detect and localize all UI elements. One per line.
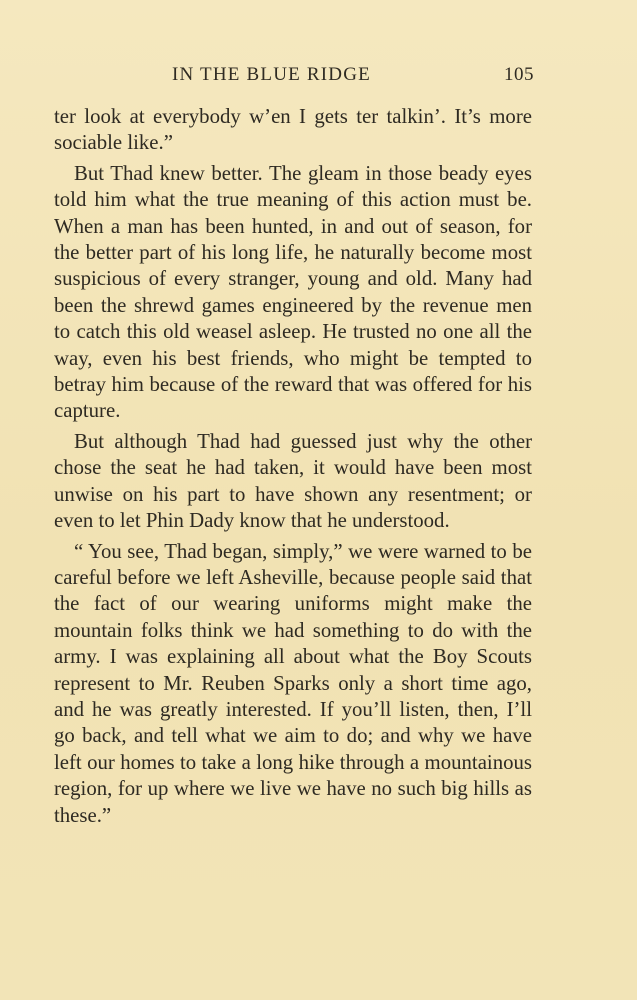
- running-title: IN THE BLUE RIDGE: [172, 64, 371, 85]
- paragraph: “ You see, Thad began, simply,” we were warned to be careful before we left Asheville, because people said that the fact of our wearing uniforms might make the mountain folks think we had something to do with the army. I was explaining all about what the Boy Scouts represent to Mr. Reuben Sparks only a short time ago, and he was greatly interested. If you’ll listen, then, I’ll go back, and tell what we aim to do; and why we have left our homes to take a long hike through a mountainous region, for up where we live we have no such big hills as these.”: [54, 539, 532, 827]
- page-number: 105: [504, 64, 534, 85]
- paragraph: But although Thad had guessed just why the other chose the seat he had taken, it would have been most unwise on his part to have shown any resentment; or even to let Phin Dady know that he understood.: [54, 429, 532, 533]
- body-text: [54, 104, 532, 833]
- running-head: [54, 64, 534, 94]
- paragraph: But Thad knew better. The gleam in those beady eyes told him what the true meaning of this action must be. When a man has been hunted, in and out of season, for the better part of his long life, he naturally become most suspicious of every stranger, young and old. Many had been the shrewd games engineered by the revenue men to catch this old weasel asleep. He trusted no one all the way, even his best friends, who might be tempted to betray him because of the reward that was offered for his capture.: [54, 161, 532, 423]
- paragraph: ter look at everybody w’en I gets ter talkin’. It’s more sociable like.”: [54, 105, 532, 155]
